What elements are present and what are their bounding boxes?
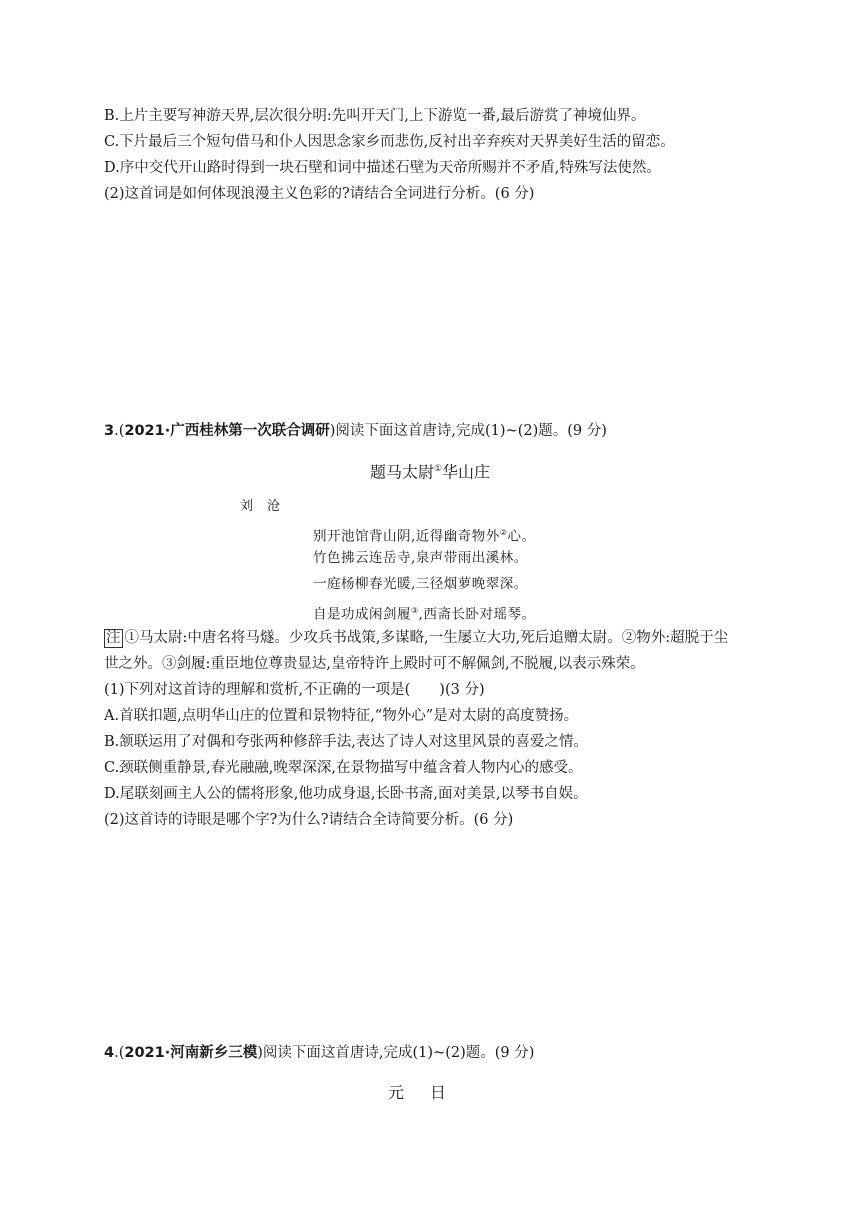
q3-source-year: 2021· <box>124 423 171 439</box>
q3-source-close: ) <box>329 423 336 439</box>
q3-source-open: .( <box>114 423 125 439</box>
note-label-box: 注 <box>106 630 121 646</box>
q4-instruction: 阅读下面这首唐诗,完成(1)~(2)题。(9 分) <box>262 1045 535 1061</box>
q3-option-d: D.尾联刻画主人公的儒将形象,他功成身退,长卧书斋,面对美景,以琴书自娱。 <box>104 786 588 802</box>
poem-title-2: 元日 <box>387 1083 472 1102</box>
question-4-heading <box>104 1043 764 1063</box>
q3-instruction: 阅读下面这首唐诗,完成(1)~(2)题。(9 分) <box>335 423 607 439</box>
q4-source-name: 河南新乡三模 <box>170 1045 258 1061</box>
question-3-number: 3 <box>104 423 115 439</box>
poem-verse-4 <box>313 601 535 625</box>
question-3-heading <box>104 421 764 441</box>
q4-source-year: 2021· <box>124 1045 171 1061</box>
q4-source-close: ) <box>257 1045 263 1061</box>
note-line-2: 世之外。③剑履:重臣地位尊贵显达,皇帝特许上殿时可不解佩剑,不脱履,以表示殊荣。 <box>104 656 645 672</box>
question-4-number: 4 <box>104 1045 115 1061</box>
question-2-text: (2)这首词是如何体现浪漫主义色彩的?请结合全词进行分析。(6 分) <box>104 186 535 202</box>
poem-verse-2: 竹色拂云连岳寺,泉声带雨出溪林。 <box>313 550 528 566</box>
q4-source-open: .( <box>114 1045 125 1061</box>
q3-sub-question-1: (1)下列对这首诗的理解和赏析,不正确的一项是( )(3 分) <box>104 682 485 698</box>
poem-verse-3: 一庭杨柳春光暖,三径烟萝晚翠深。 <box>313 576 528 592</box>
verse-1-part-b: 心。 <box>507 528 536 545</box>
poem-title <box>0 458 860 483</box>
poem-title-part-a: 题马太尉 <box>369 462 434 482</box>
verse-1-part-a: 别开池馆背山阴,近得幽奇物外 <box>313 528 500 545</box>
verse-4-part-a: 自是功成闲剑履 <box>313 606 411 623</box>
q3-option-a: A.首联扣题,点明华山庄的位置和景物特征,“物外心”是对太尉的高度赞扬。 <box>104 708 579 724</box>
q3-sub-question-2: (2)这首诗的诗眼是哪个字?为什么?请结合全诗简要分析。(6 分) <box>104 812 514 828</box>
note-text-1: ①马太尉:中唐名将马燧。少攻兵书战策,多谋略,一生屡立大功,死后追赠太尉。②物外:超脱于尘 <box>124 630 729 646</box>
poem-title-part-b: 华山庄 <box>442 462 491 482</box>
poem-title-note-mark: ① <box>433 464 443 474</box>
option-b-text: B.上片主要写神游天界,层次很分明:先叫开天门,上下游览一番,最后游赏了神境仙界。 <box>104 108 646 124</box>
option-d-text: D.序中交代开山路时得到一块石壁和词中描述石壁为天帝所赐并不矛盾,特殊写法使然。 <box>104 160 661 176</box>
q3-option-b: B.颔联运用了对偶和夸张两种修辞手法,表达了诗人对这里风景的喜爱之情。 <box>104 734 588 750</box>
poem-verse-1 <box>313 523 535 547</box>
q3-source-name: 广西桂林第一次联合调研 <box>170 423 330 439</box>
q3-option-c: C.颈联侧重静景,春光融融,晚翠深深,在景物描写中蕴含着人物内心的感受。 <box>104 760 583 776</box>
verse-4-note-mark: ③ <box>411 606 419 615</box>
verse-1-note-mark: ② <box>499 528 508 537</box>
note-line-1 <box>104 628 764 648</box>
poem-author: 刘沧 <box>240 499 295 514</box>
option-c-text: C.下片最后三个短句借马和仆人因思念家乡而悲伤,反衬出辛弃疾对天界美好生活的留恋。 <box>104 134 675 150</box>
verse-4-part-b: ,西斋长卧对瑶琴。 <box>418 606 536 623</box>
